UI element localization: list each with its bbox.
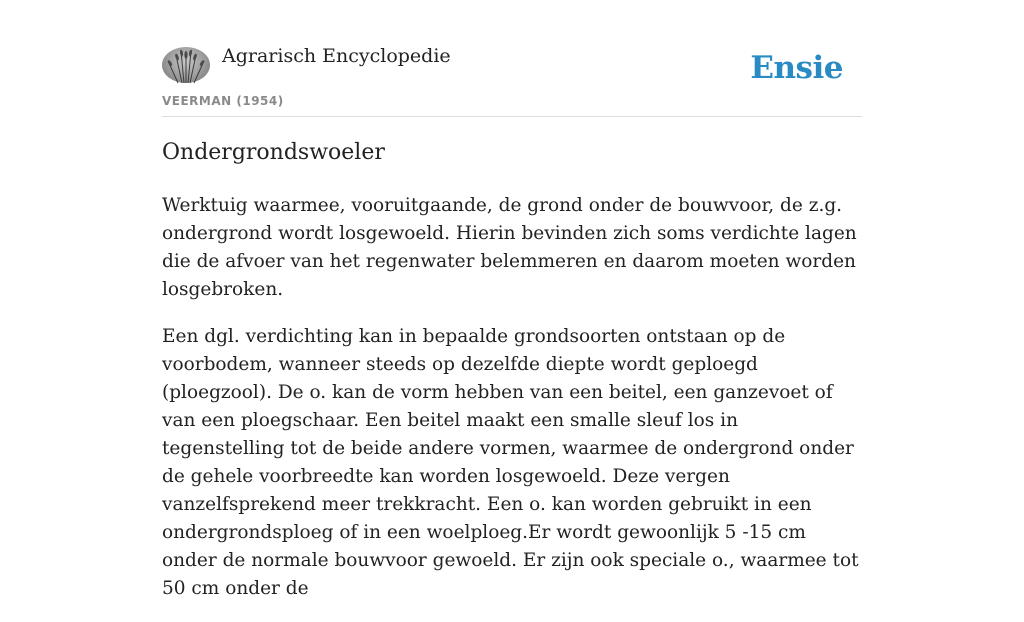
brand-logo[interactable]: Ensie	[750, 50, 843, 86]
header	[162, 0, 862, 117]
book-title[interactable]: Agrarisch Encyclopedie	[222, 45, 451, 67]
source-label: VEERMAN (1954)	[162, 94, 284, 108]
article-title: Ondergrondswoeler	[162, 140, 385, 165]
paragraph: Werktuig waarmee, vooruitgaande, de grond onder de bouwvoor, de z.g. ondergrond wordt losgewoeld. Hierin bevinden zich soms verdichte lagen die de afvoer van het regenwater belemmeren en daarom moeten worden losgebroken.	[162, 195, 857, 300]
article-body	[162, 192, 866, 622]
wheat-logo-icon[interactable]	[162, 47, 210, 83]
paragraph: Een dgl. verdichting kan in bepaalde grondsoorten ontstaan op de voorbodem, wanneer steeds op dezelfde diepte wordt geploegd (ploegzool). De o. kan de vorm hebben van een beitel, een ganzevoet of van een ploegschaar. Een beitel maakt een smalle sleuf los in tegenstelling tot de beide andere vormen, waarmee de ondergrond onder de gehele voorbreedte kan worden losgewoeld. Deze vergen vanzelfsprekend meer trekkracht. Een o. kan worden gebruikt in een ondergrondsploeg of in een woelploeg.Er wordt gewoonlijk 5 -15 cm onder de normale bouwvoor gewoeld. Er zijn ook speciale o., waarmee tot 50 cm onder de	[162, 326, 859, 599]
